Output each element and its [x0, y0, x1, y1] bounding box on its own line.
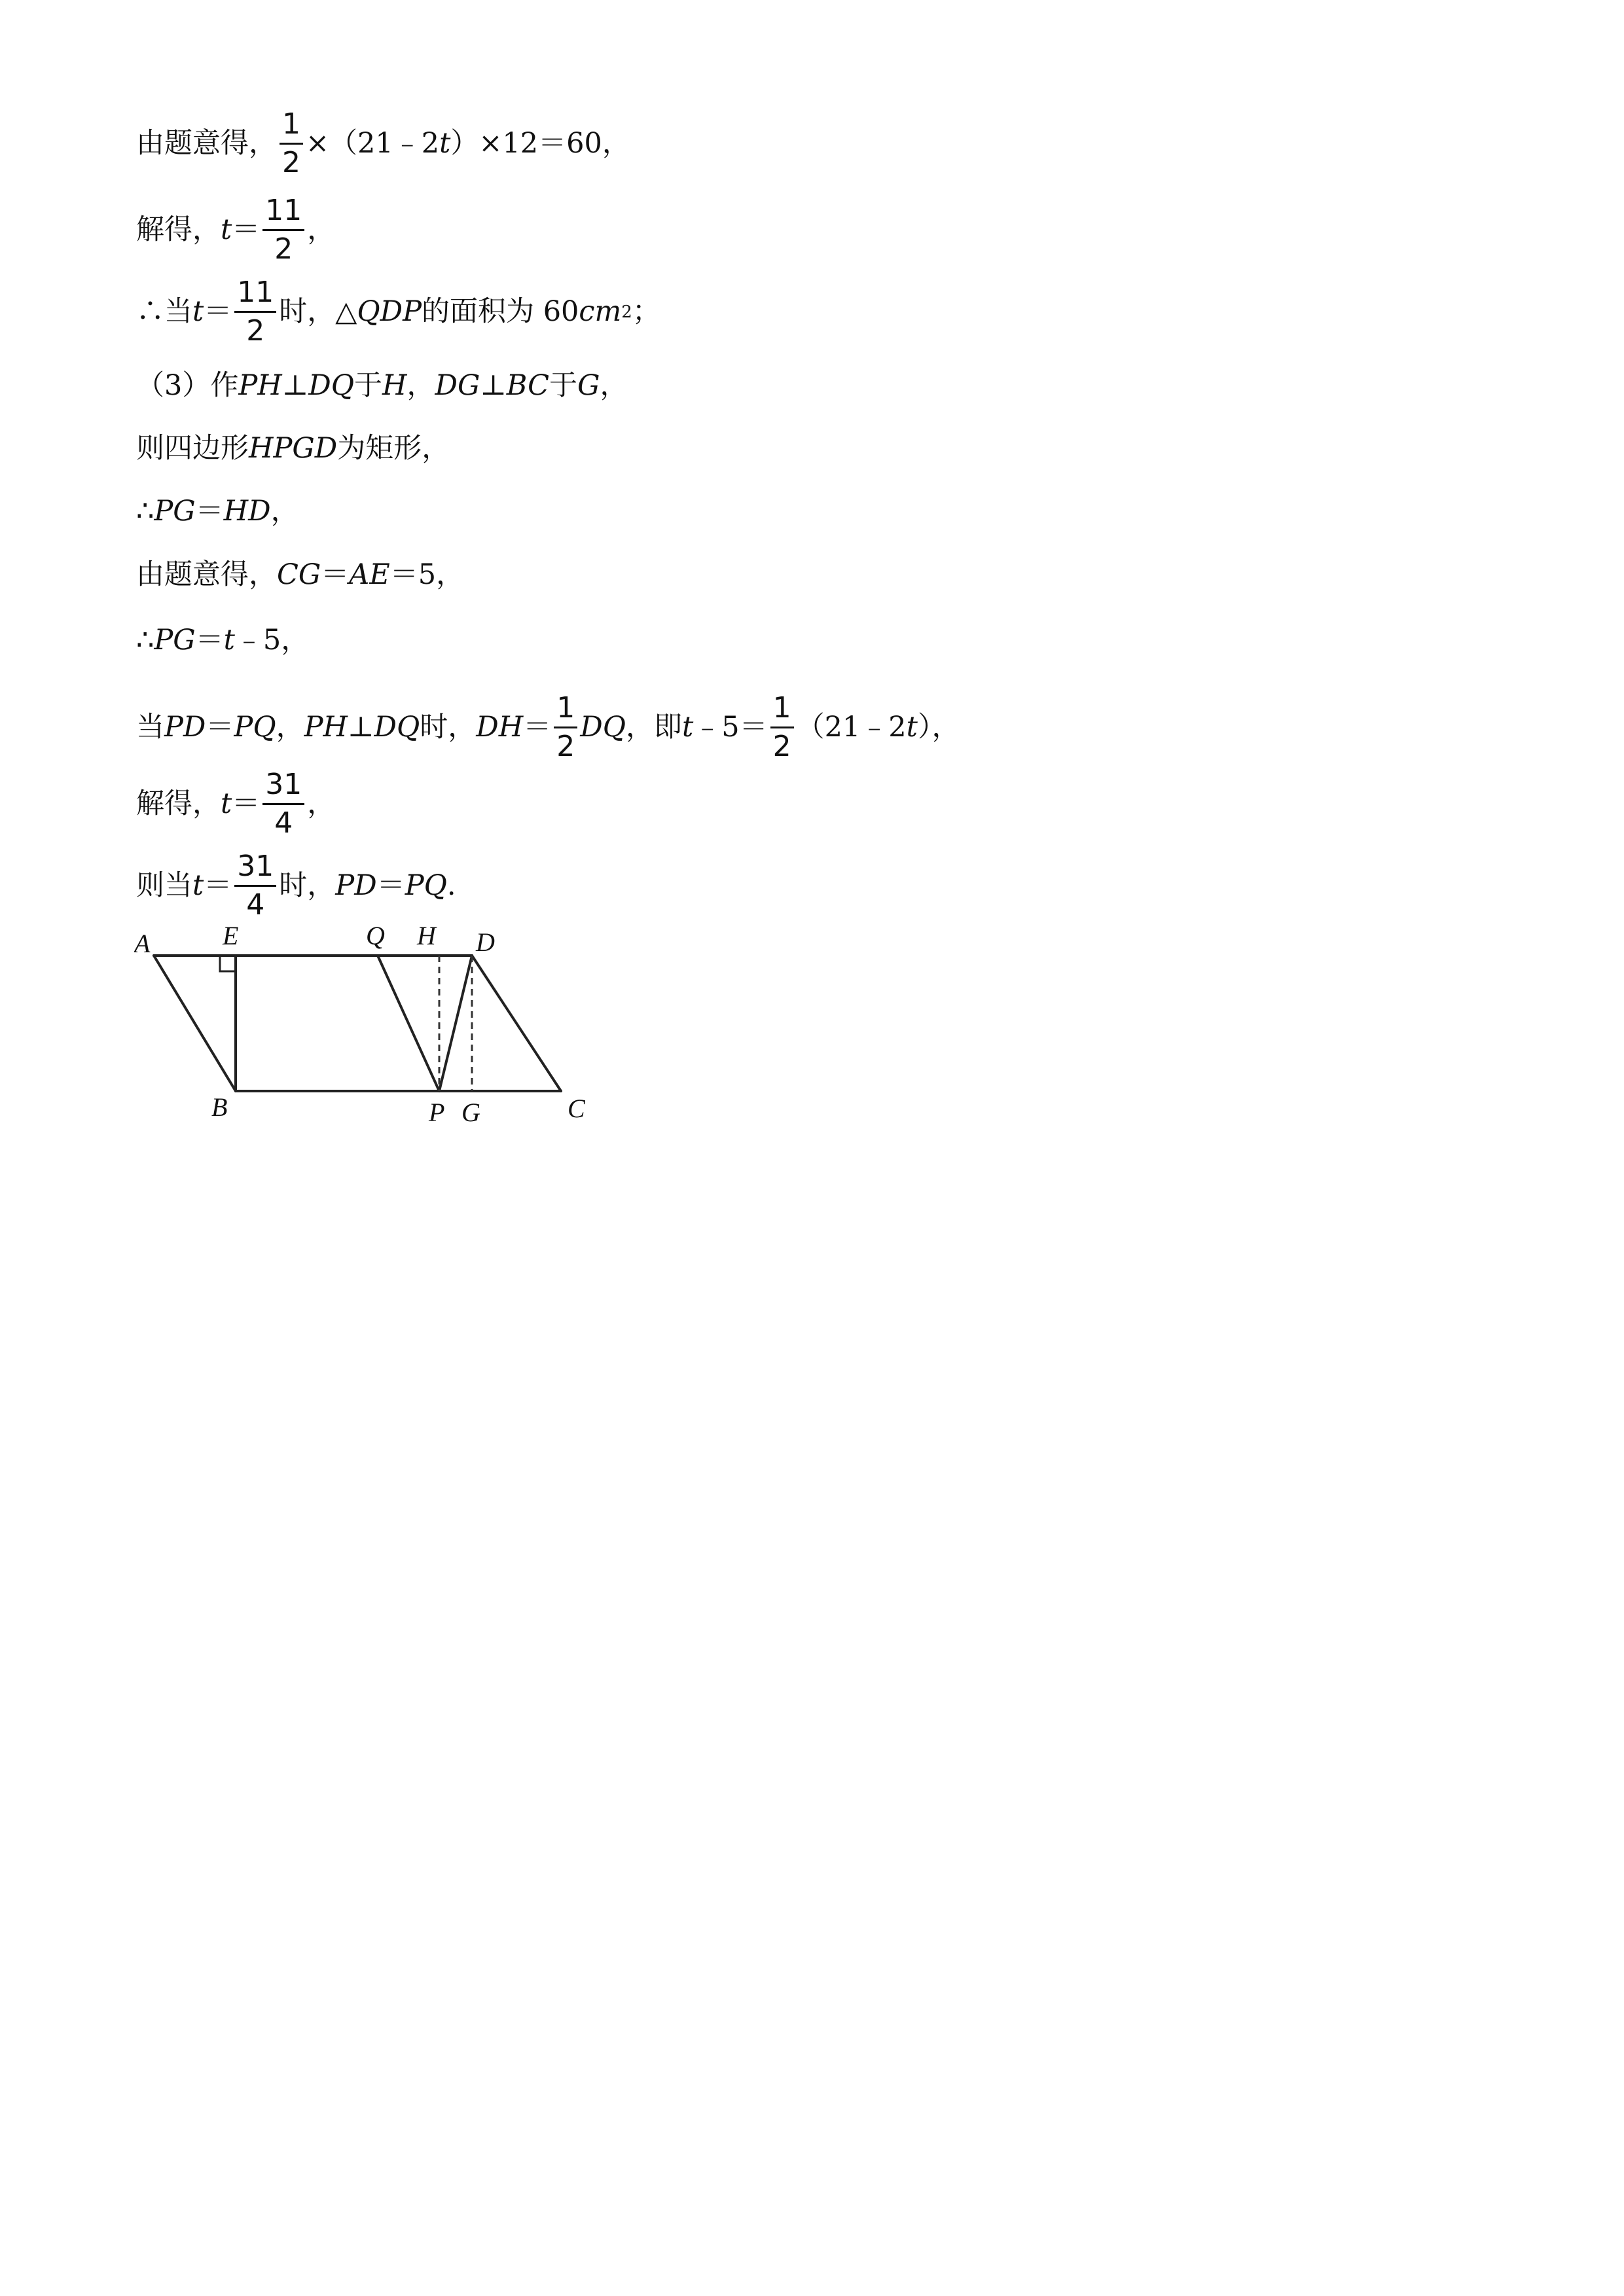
denominator: 4 [274, 806, 293, 840]
solution-line-8 [136, 626, 309, 655]
text: 的面积为 60 [422, 295, 579, 328]
text: 解得， [136, 787, 221, 820]
label-q: Q [366, 921, 385, 950]
segment: PH [238, 369, 282, 402]
text: ＝ [204, 869, 232, 902]
text: 时，△ [279, 295, 357, 328]
denominator: 4 [246, 888, 265, 922]
label-d: D [476, 927, 495, 957]
text: ⊥ [480, 369, 507, 402]
text: 为矩形， [337, 432, 450, 465]
var-t: t [906, 711, 918, 744]
point: H [382, 369, 407, 402]
var-t: t [439, 127, 451, 160]
fraction-one-half [770, 691, 794, 763]
text: ， [270, 495, 299, 528]
var-t: t [221, 787, 232, 820]
segment: DQ [374, 711, 420, 744]
label-p: P [429, 1098, 445, 1127]
text: ＝5， [389, 558, 465, 591]
triangle-name: QDP [357, 295, 422, 328]
solution-line-2 [136, 196, 335, 264]
numerator: 31 [237, 850, 274, 883]
text: ＝ [232, 213, 261, 246]
solution-line-9 [136, 691, 960, 763]
unit: cm [579, 295, 622, 328]
label-h: H [417, 921, 436, 950]
segment: PH [304, 711, 348, 744]
segment: DQ [580, 711, 626, 744]
right-angle-marker [220, 956, 236, 971]
var-t: t [223, 624, 235, 656]
text: ∴当 [136, 295, 192, 328]
segment: HD [223, 495, 271, 528]
numerator: 1 [556, 691, 575, 725]
solution-line-3 [136, 278, 660, 346]
label-a: A [134, 929, 151, 958]
segment: BC [506, 369, 550, 402]
label-b: B [211, 1092, 228, 1122]
segment: PD [335, 869, 377, 902]
text: ＝ [195, 624, 224, 656]
denominator: 2 [274, 232, 293, 266]
text: 时， [420, 711, 477, 744]
segment: PD [164, 711, 206, 744]
segment: DG [435, 369, 480, 402]
text: . [446, 869, 456, 902]
text: ∴ [136, 624, 154, 656]
text: ＝ [376, 869, 405, 902]
text: 于 [353, 369, 382, 402]
text: ）×12＝60， [450, 127, 630, 160]
fraction-eleven-halves [234, 278, 276, 346]
text: ⊥ [281, 369, 309, 402]
denominator: 2 [282, 146, 300, 179]
segment: AE [349, 558, 390, 591]
fraction-thirty-one-quarters [234, 852, 276, 920]
segment-pd [439, 956, 472, 1091]
text: （3）作 [136, 369, 239, 402]
text: ﹣5＝ [693, 711, 768, 744]
denominator: 2 [772, 730, 791, 763]
var-t: t [221, 213, 232, 246]
numerator: 11 [265, 194, 302, 227]
fraction-eleven-halves [262, 196, 304, 264]
text: ， [307, 213, 336, 246]
text: 由题意得， [136, 558, 277, 591]
text: ； [632, 295, 660, 328]
segment: PG [154, 624, 196, 656]
solution-line-5 [136, 432, 450, 465]
text: ⊥ [348, 711, 374, 744]
text: 则当 [136, 869, 192, 902]
segment: DQ [308, 369, 354, 402]
text: ， [406, 369, 435, 402]
text: ×（21﹣2 [306, 127, 440, 160]
text: ＝ [195, 495, 224, 528]
text: ＝ [523, 711, 552, 744]
text: ＝ [321, 558, 350, 591]
text: ，即 [625, 711, 682, 744]
label-e: E [223, 921, 239, 950]
parallelogram-figure [134, 920, 599, 1145]
quadrilateral-name: HPGD [249, 432, 338, 465]
text: ， [307, 787, 336, 820]
numerator: 1 [772, 691, 791, 725]
text: 解得， [136, 213, 221, 246]
text: 当 [136, 711, 164, 744]
text: ＝ [206, 711, 234, 744]
segment: PG [154, 495, 196, 528]
point: G [577, 369, 600, 402]
superscript: 2 [621, 302, 632, 322]
fraction-one-half [280, 107, 303, 179]
label-g: G [461, 1098, 480, 1127]
text: ， [600, 369, 628, 402]
var-t: t [192, 295, 204, 328]
denominator: 2 [246, 314, 265, 348]
text: 由题意得， [136, 127, 277, 160]
fraction-thirty-one-quarters [262, 770, 304, 838]
segment: DH [476, 711, 524, 744]
var-t: t [681, 711, 694, 744]
text: 于 [549, 369, 578, 402]
numerator: 31 [265, 768, 302, 801]
var-t: t [192, 869, 204, 902]
segment-dc [472, 956, 561, 1091]
text: ）， [917, 711, 960, 744]
denominator: 2 [556, 730, 575, 763]
segment: PQ [234, 711, 276, 744]
text: （21﹣2 [796, 711, 907, 744]
segment: CG [277, 558, 321, 591]
text: ＝ [232, 787, 261, 820]
text: 时， [279, 869, 336, 902]
numerator: 1 [282, 107, 300, 141]
segment-ab [154, 956, 236, 1091]
solution-line-10 [136, 770, 335, 838]
numerator: 11 [237, 276, 274, 309]
solution-line-6 [136, 497, 299, 526]
segment-qp [378, 956, 439, 1091]
fraction-one-half [554, 691, 577, 763]
text: ﹣5， [234, 624, 310, 656]
text: ∴ [136, 495, 154, 528]
solution-line-4 [136, 369, 628, 402]
label-c: C [568, 1094, 585, 1123]
text: ， [276, 711, 304, 744]
segment: PQ [405, 869, 447, 902]
text: 则四边形 [136, 432, 249, 465]
solution-line-1 [136, 107, 630, 179]
solution-line-11 [136, 852, 456, 920]
solution-line-7 [136, 558, 465, 591]
text: ＝ [204, 295, 232, 328]
